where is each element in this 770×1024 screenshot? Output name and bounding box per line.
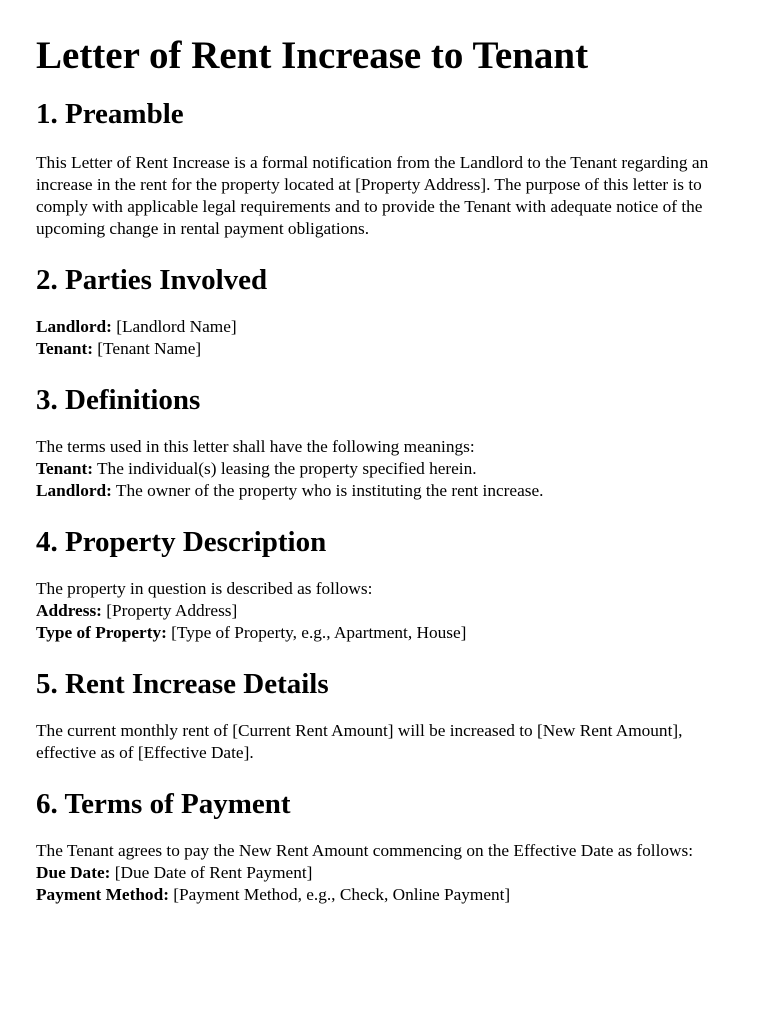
field-label: Tenant: <box>36 339 93 358</box>
field-value: The individual(s) leasing the property specified herein. <box>92 459 477 478</box>
field-label: Tenant: <box>36 459 93 478</box>
section-heading-property-description: 4. Property Description <box>36 526 327 558</box>
section-heading-rent-increase: 5. Rent Increase Details <box>36 668 329 700</box>
field-label: Landlord: <box>36 317 112 336</box>
field-label: Address: <box>36 601 102 620</box>
property-intro: The property in question is described as follows: <box>36 579 373 598</box>
definitions-list <box>36 436 736 502</box>
preamble-paragraph: This Letter of Rent Increase is a formal notification from the Landlord to the Tenant regarding an increase in the rent for the property located at [Property Address]. The purpose of this letter is to comply with applicable legal requirements and to provide the Tenant with adequate notice of the upcoming change in rental payment obligations. <box>36 153 709 238</box>
field-value: [Type of Property, e.g., Apartment, House] <box>166 623 467 642</box>
parties-list <box>36 316 736 360</box>
field-label: Type of Property: <box>36 623 167 642</box>
payment-method <box>36 884 736 906</box>
field-value: [Landlord Name] <box>111 317 237 336</box>
property-type <box>36 622 736 644</box>
field-value: [Payment Method, e.g., Check, Online Payment] <box>168 885 511 904</box>
definitions-intro: The terms used in this letter shall have the following meanings: <box>36 437 475 456</box>
party-landlord <box>36 316 736 338</box>
field-value: The owner of the property who is instituting the rent increase. <box>111 481 544 500</box>
rent-increase-paragraph: The current monthly rent of [Current Rent Amount] will be increased to [New Rent Amount], effective as of [Effective Date]. <box>36 721 683 762</box>
field-label: Due Date: <box>36 863 111 882</box>
property-description-list <box>36 578 736 644</box>
property-address <box>36 600 736 622</box>
payment-due-date <box>36 862 736 884</box>
terms-of-payment-paragraph: The Tenant agrees to pay the New Rent Amount commencing on the Effective Date as follows: <box>36 841 694 860</box>
document-title: Letter of Rent Increase to Tenant <box>36 34 589 77</box>
section-heading-preamble: 1. Preamble <box>36 98 184 130</box>
field-label: Landlord: <box>36 481 112 500</box>
terms-of-payment-block <box>36 840 736 906</box>
section-heading-definitions: 3. Definitions <box>36 384 201 416</box>
definition-landlord <box>36 480 736 502</box>
field-label: Payment Method: <box>36 885 169 904</box>
definition-tenant <box>36 458 736 480</box>
section-heading-parties: 2. Parties Involved <box>36 264 268 296</box>
field-value: [Tenant Name] <box>92 339 202 358</box>
field-value: [Property Address] <box>101 601 238 620</box>
section-heading-terms-of-payment: 6. Terms of Payment <box>36 788 291 820</box>
party-tenant <box>36 338 736 360</box>
document-page <box>36 30 736 906</box>
field-value: [Due Date of Rent Payment] <box>110 863 313 882</box>
